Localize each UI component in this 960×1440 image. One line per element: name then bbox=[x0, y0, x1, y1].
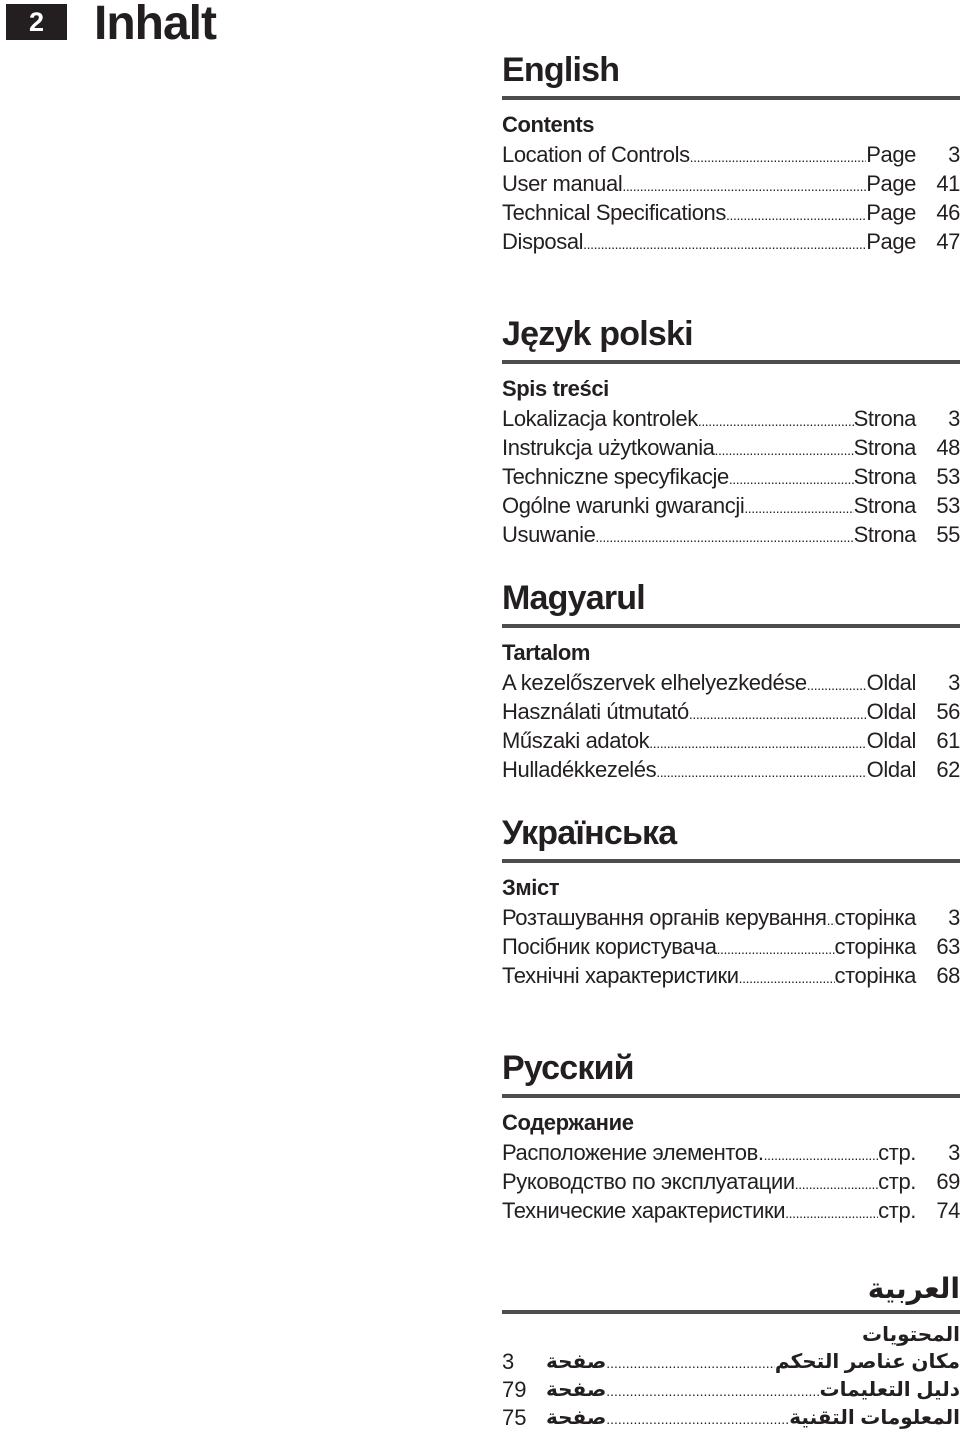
toc-entry bbox=[502, 1167, 960, 1196]
contents-heading: المحتويات bbox=[861, 1324, 960, 1346]
section-rule bbox=[502, 360, 960, 364]
toc-label: Techniczne specyfikacje bbox=[502, 464, 729, 489]
toc-leader bbox=[827, 906, 835, 935]
toc-label: Lokalizacja kontrolek bbox=[502, 406, 698, 431]
toc-label: Посібник користувача bbox=[502, 934, 717, 959]
toc-page-word: صفحة bbox=[546, 1407, 607, 1429]
toc-leader bbox=[807, 671, 867, 700]
section-rule bbox=[502, 1094, 960, 1098]
page-title: Inhalt bbox=[94, 0, 216, 50]
toc-page-number: 46 bbox=[936, 200, 960, 225]
toc-leader bbox=[606, 1377, 819, 1405]
toc-entry bbox=[502, 462, 960, 491]
language-title: Język polski bbox=[502, 315, 693, 353]
toc-page-word: Strona bbox=[853, 522, 916, 547]
toc-entry bbox=[502, 1376, 960, 1404]
toc-leader bbox=[690, 143, 867, 172]
toc-entry bbox=[502, 903, 960, 932]
toc-entry bbox=[502, 961, 960, 990]
toc-label: Usuwanie bbox=[502, 522, 596, 547]
toc-entry bbox=[502, 520, 960, 549]
toc-page-word: сторінка bbox=[834, 905, 916, 930]
toc-label: User manual bbox=[502, 171, 623, 196]
toc-label: Расположение элементов. bbox=[502, 1140, 764, 1165]
toc-leader bbox=[583, 230, 866, 259]
toc-entry bbox=[502, 433, 960, 462]
toc-page-number: 41 bbox=[936, 171, 960, 196]
toc-page-word: Oldal bbox=[866, 728, 916, 753]
section-ukrainian bbox=[502, 813, 960, 990]
toc-page-number: 74 bbox=[936, 1198, 960, 1223]
toc-page-number: 3 bbox=[948, 406, 960, 431]
toc-page-number: 63 bbox=[936, 934, 960, 959]
toc-entry bbox=[502, 140, 960, 169]
toc-leader bbox=[606, 1349, 775, 1377]
toc-entry bbox=[502, 1404, 960, 1432]
toc-label: Руководство по эксплуатации bbox=[502, 1169, 795, 1194]
toc-label: Műszaki adatok bbox=[502, 728, 650, 753]
toc-page-word: Strona bbox=[853, 406, 916, 431]
page-number: 2 bbox=[28, 6, 45, 37]
toc-entry bbox=[502, 227, 960, 256]
toc-page-word: Page bbox=[866, 200, 916, 225]
page-number-badge bbox=[6, 4, 67, 40]
toc-leader bbox=[715, 436, 854, 465]
contents-heading: Содержание bbox=[502, 1110, 634, 1135]
toc-page-word: сторінка bbox=[834, 963, 916, 988]
toc-entry bbox=[502, 1348, 960, 1376]
section-rule bbox=[502, 624, 960, 628]
toc-page-number: 55 bbox=[936, 522, 960, 547]
toc-leader bbox=[606, 1405, 789, 1433]
toc-page-number: 75 bbox=[502, 1405, 527, 1430]
toc-label: Hulladékkezelés bbox=[502, 757, 657, 782]
toc-leader bbox=[649, 729, 866, 758]
toc-entry bbox=[502, 668, 960, 697]
toc-page-number: 3 bbox=[948, 905, 960, 930]
section-rule bbox=[502, 1310, 960, 1314]
contents-heading: Зміст bbox=[502, 875, 560, 900]
toc-page-word: стр. bbox=[878, 1169, 916, 1194]
toc-entry bbox=[502, 491, 960, 520]
toc-page-word: стр. bbox=[878, 1198, 916, 1223]
toc-entry bbox=[502, 726, 960, 755]
toc-entry bbox=[502, 198, 960, 227]
toc-page-word: Oldal bbox=[866, 670, 916, 695]
toc-leader bbox=[729, 465, 854, 494]
contents-heading: Tartalom bbox=[502, 640, 591, 665]
toc-page-word: صفحة bbox=[546, 1351, 607, 1373]
toc-page-number: 62 bbox=[936, 757, 960, 782]
toc-page-number: 3 bbox=[502, 1349, 515, 1374]
toc-page-number: 79 bbox=[502, 1377, 527, 1402]
toc-leader bbox=[622, 172, 866, 201]
toc-label: Ogólne warunki gwarancji bbox=[502, 493, 745, 518]
section-rule bbox=[502, 96, 960, 100]
language-title: Magyarul bbox=[502, 579, 645, 617]
toc-label: Instrukcja użytkowania bbox=[502, 435, 715, 460]
section-polish bbox=[502, 314, 960, 549]
toc-entry bbox=[502, 1196, 960, 1225]
toc-label: Disposal bbox=[502, 229, 584, 254]
section-english bbox=[502, 50, 960, 256]
toc-label: A kezelőszervek elhelyezkedése bbox=[502, 670, 807, 695]
toc-leader bbox=[656, 758, 866, 787]
toc-page-word: صفحة bbox=[546, 1379, 607, 1401]
toc-page-number: 68 bbox=[936, 963, 960, 988]
toc-leader bbox=[744, 494, 853, 523]
toc-page-number: 3 bbox=[948, 670, 960, 695]
toc-entry bbox=[502, 1138, 960, 1167]
toc-leader bbox=[698, 407, 854, 436]
toc-page-word: Page bbox=[866, 229, 916, 254]
toc-entry bbox=[502, 932, 960, 961]
toc-page-number: 3 bbox=[948, 142, 960, 167]
toc-page-word: Page bbox=[866, 142, 916, 167]
toc-label: Location of Controls bbox=[502, 142, 690, 167]
toc-page-number: 48 bbox=[936, 435, 960, 460]
toc-page-word: сторінка bbox=[834, 934, 916, 959]
language-title: Русский bbox=[502, 1049, 634, 1087]
section-rule bbox=[502, 859, 960, 863]
toc-leader bbox=[726, 201, 866, 230]
toc-label: المعلومات التقنية bbox=[789, 1407, 960, 1429]
toc-page-number: 3 bbox=[948, 1140, 960, 1165]
toc-label: Технічні характеристики bbox=[502, 963, 739, 988]
toc-leader bbox=[739, 964, 835, 993]
toc-leader bbox=[717, 935, 835, 964]
toc-page-word: Page bbox=[866, 171, 916, 196]
language-title: العربية bbox=[867, 1273, 960, 1304]
toc-page-number: 56 bbox=[936, 699, 960, 724]
toc-leader bbox=[795, 1170, 878, 1199]
contents-heading: Contents bbox=[502, 112, 595, 137]
toc-page-word: Oldal bbox=[866, 757, 916, 782]
toc-label: Használati útmutató bbox=[502, 699, 689, 724]
toc-label: Technical Specifications bbox=[502, 200, 726, 225]
toc-page-number: 53 bbox=[936, 493, 960, 518]
toc-page-word: стр. bbox=[878, 1140, 916, 1165]
toc-page-number: 61 bbox=[936, 728, 960, 753]
section-russian bbox=[502, 1048, 960, 1225]
toc-page-word: Strona bbox=[853, 464, 916, 489]
toc-label: Технические характеристики bbox=[502, 1198, 786, 1223]
toc-page-number: 69 bbox=[936, 1169, 960, 1194]
toc-label: مكان عناصر التحكم bbox=[774, 1351, 960, 1373]
toc-label: دليل التعليمات bbox=[819, 1379, 960, 1401]
toc-label: Розташування органів керування bbox=[502, 905, 827, 930]
toc-leader bbox=[785, 1199, 878, 1228]
contents-heading: Spis treści bbox=[502, 376, 609, 401]
toc-leader bbox=[689, 700, 867, 729]
language-title: English bbox=[502, 51, 620, 89]
toc-page-word: Strona bbox=[853, 435, 916, 460]
toc-page-word: Oldal bbox=[866, 699, 916, 724]
section-hungarian bbox=[502, 578, 960, 784]
toc-page-word: Strona bbox=[853, 493, 916, 518]
toc-page-number: 47 bbox=[936, 229, 960, 254]
language-title: Українська bbox=[502, 814, 677, 852]
toc-page-number: 53 bbox=[936, 464, 960, 489]
toc-entry bbox=[502, 169, 960, 198]
toc-entry bbox=[502, 697, 960, 726]
toc-entry bbox=[502, 755, 960, 784]
toc-leader bbox=[764, 1141, 879, 1170]
section-arabic bbox=[502, 1270, 960, 1432]
toc-leader bbox=[595, 523, 853, 552]
toc-entry bbox=[502, 404, 960, 433]
